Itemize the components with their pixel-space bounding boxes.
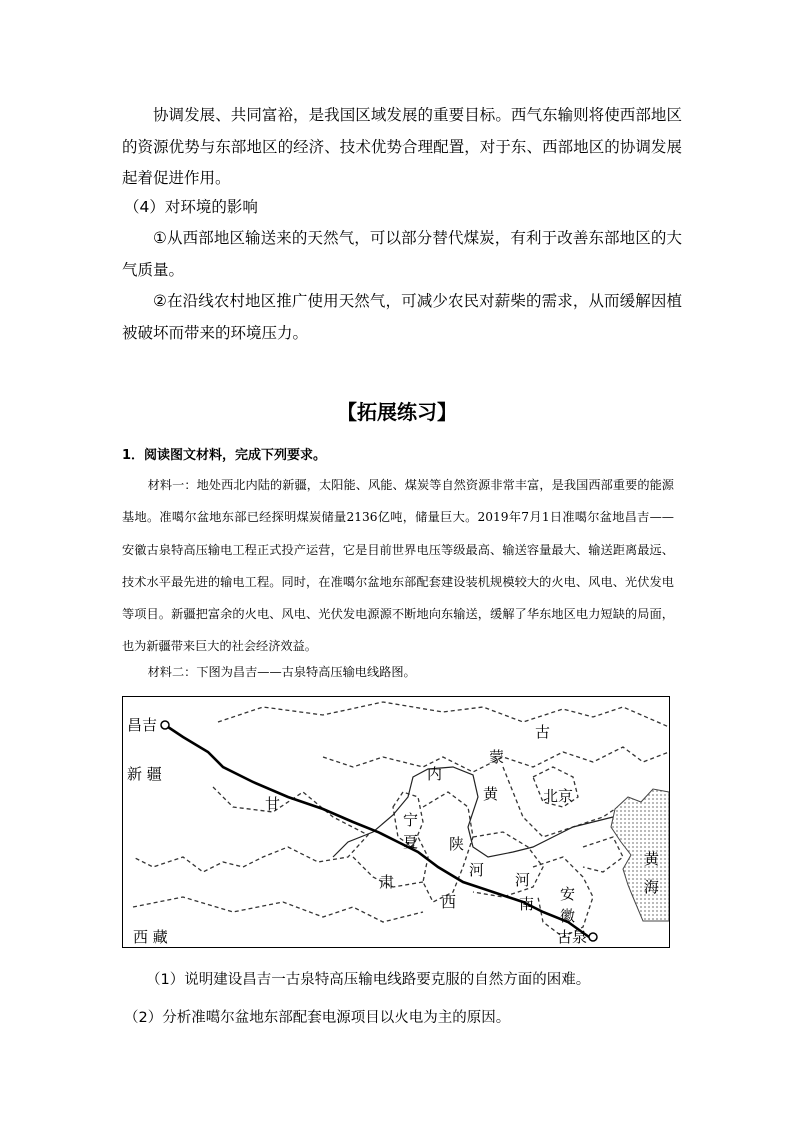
label-yellow-river-he: 河 — [469, 861, 485, 879]
label-henan-nan: 南 — [519, 895, 535, 913]
label-guquan: 古泉 — [557, 928, 588, 946]
label-ning: 宁 — [403, 811, 419, 829]
border-inner-mongolia-north — [218, 702, 669, 727]
label-nei: 内 — [427, 765, 443, 783]
label-sea-huang: 黄 — [644, 850, 660, 868]
label-sea-hai: 海 — [644, 878, 660, 896]
transmission-line-map — [122, 696, 670, 948]
label-beijing: 北京 — [543, 787, 574, 805]
label-xizang: 西 藏 — [133, 928, 168, 946]
label-meng: 蒙 — [489, 748, 505, 766]
label-xia: 夏 — [403, 833, 419, 851]
border-shaanxi — [418, 792, 473, 902]
sub-question-2: （2）分析准噶尔盆地东部配套电源项目以火电为主的原因。 — [124, 1010, 511, 1026]
border-xinjiang-gansu — [133, 787, 368, 872]
yellow-river — [333, 767, 613, 857]
material-2: 材料二：下图为昌吉——古泉特高压输电线路图。 — [147, 665, 416, 679]
border-shandong — [583, 837, 623, 872]
label-gan: 甘 — [265, 795, 281, 813]
sub-question-1: （1）说明建设昌吉一古泉特高压输电线路要克服的自然方面的困难。 — [146, 972, 591, 988]
label-yellow-river-huang: 黄 — [483, 785, 499, 803]
question-1-title: 1．阅读图文材料，完成下列要求。 — [122, 448, 327, 463]
label-henan-he: 河 — [515, 871, 531, 889]
label-gu: 古 — [535, 723, 551, 741]
intro-paragraph-3: ②在沿线农村地区推广使用天然气，可减少农民对薪柴的需求，从而缓解因植被破坏而带来的环境压力。 — [122, 292, 682, 342]
label-changji: 昌吉 — [127, 716, 158, 734]
material-1: 材料一：地处西北内陆的新疆，太阳能、风能、煤炭等自然资源非常丰富，是我国西部重要的能源基地。准噶尔盆地东部已经探明煤炭储量2136亿吨，储量巨大。2019年7月1日准噶尔盆地昌吉——安徽古泉特高压输电工程正式投产运营，它是目前世界电压等级最高、输送容量最大、输送距离最远、技术水平最先进的输电工程。同时，在准噶尔盆地东部配套建设装机规模较大的火电、风电、光伏发电等项目。新疆把富余的火电、风电、光伏发电源源不断地向东输送，缓解了华东地区电力短缺的局面，也为新疆带来巨大的社会经济效益。 — [122, 478, 674, 654]
map-svg — [123, 697, 669, 947]
label-xi: 西 — [441, 893, 457, 911]
label-shaan: 陕 — [449, 835, 465, 853]
intro-paragraph-1: 协调发展、共同富裕，是我国区域发展的重要目标。西气东输则将使西部地区的资源优势与东部地区的经济、技术优势合理配置，对于东、西部地区的协调发展起着促进作用。 — [122, 106, 682, 187]
section-title: 【拓展练习】 — [337, 400, 457, 424]
label-anhui-hui: 徽 — [560, 907, 576, 925]
border-tibet — [133, 897, 423, 922]
guquan-point-icon — [589, 933, 597, 941]
heading-environment-impact: （4）对环境的影响 — [124, 198, 258, 216]
changji-point-icon — [161, 721, 169, 729]
label-xinjiang: 新 疆 — [127, 765, 162, 783]
yellow-sea-area — [611, 789, 669, 921]
label-su: 肃 — [379, 873, 395, 891]
label-anhui-an: 安 — [560, 885, 576, 903]
intro-paragraph-2: ①从西部地区输送来的天然气，可以部分替代煤炭，有利于改善东部地区的大气质量。 — [122, 229, 682, 279]
